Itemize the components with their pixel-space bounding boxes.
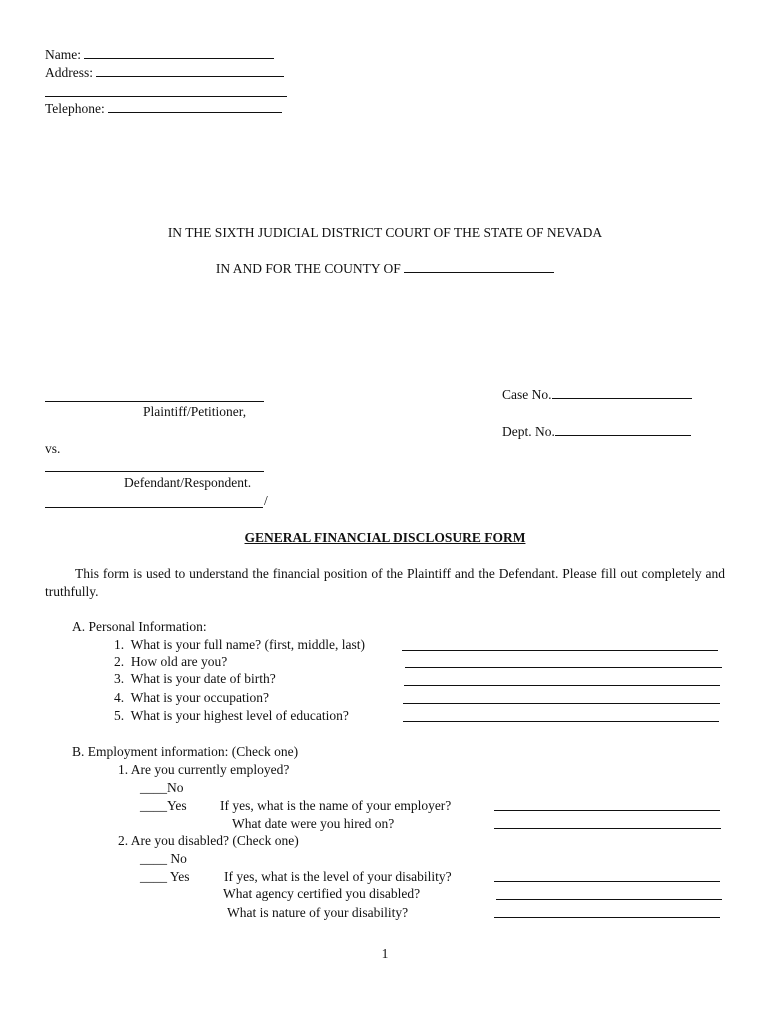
vs-label: vs.: [45, 441, 61, 456]
section-b-heading: B. Employment information: (Check one): [72, 744, 299, 759]
defendant-blank[interactable]: [45, 471, 264, 472]
dept-no-label: Dept. No.: [502, 424, 555, 439]
item-number: 3.: [114, 671, 125, 686]
address-line-2[interactable]: [45, 96, 287, 97]
plaintiff-label: Plaintiff/Petitioner,: [143, 404, 247, 419]
section-a-item-4: [114, 689, 269, 707]
disability-level-answer-line[interactable]: [494, 881, 720, 882]
disabled-yes-option[interactable]: ____ Yes: [140, 869, 190, 884]
dept-no-field: [502, 423, 691, 441]
telephone-blank[interactable]: [108, 100, 282, 113]
disability-level-prompt: If yes, what is the level of your disability?: [224, 869, 452, 884]
full-name-answer-line[interactable]: [402, 650, 718, 651]
county-line: [0, 260, 770, 278]
education-answer-line[interactable]: [403, 721, 719, 722]
caption-closing-line: [45, 507, 263, 508]
item-question: What is your highest level of education?: [130, 708, 349, 723]
employed-no-option[interactable]: ____No: [140, 780, 184, 795]
caption-slash: /: [264, 493, 268, 508]
page-number: 1: [381, 946, 389, 961]
item-question: What is your occupation?: [130, 690, 269, 705]
item-question: What is your date of birth?: [130, 671, 276, 686]
age-answer-line[interactable]: [405, 667, 722, 668]
certifying-agency-answer-line[interactable]: [496, 899, 722, 900]
occupation-answer-line[interactable]: [403, 703, 720, 704]
hire-date-answer-line[interactable]: [494, 828, 721, 829]
form-intro: This form is used to understand the financial position of the Plaintiff and the Defendant. Please fill out completely and truthfully.: [45, 566, 725, 599]
dob-answer-line[interactable]: [404, 685, 720, 686]
court-title: IN THE SIXTH JUDICIAL DISTRICT COURT OF THE STATE OF NEVADA: [167, 225, 603, 240]
employer-name-answer-line[interactable]: [494, 810, 720, 811]
section-a-item-3: [114, 670, 276, 688]
county-label: IN AND FOR THE COUNTY OF: [215, 261, 401, 276]
hire-date-prompt: What date were you hired on?: [232, 816, 395, 831]
item-number: 2.: [114, 654, 125, 669]
item-number: 4.: [114, 690, 125, 705]
county-blank[interactable]: [404, 260, 554, 273]
form-title: GENERAL FINANCIAL DISCLOSURE FORM: [244, 530, 526, 545]
section-a-item-2: [114, 653, 227, 671]
section-a-heading: A. Personal Information:: [72, 619, 207, 634]
telephone-label: Telephone:: [45, 101, 105, 116]
certifying-agency-prompt: What agency certified you disabled?: [223, 886, 421, 901]
employed-question: 1. Are you currently employed?: [118, 762, 290, 777]
plaintiff-blank[interactable]: [45, 401, 264, 402]
name-field: [45, 46, 274, 64]
defendant-label: Defendant/Respondent.: [124, 475, 252, 490]
item-question: How old are you?: [130, 654, 228, 669]
address-label: Address:: [45, 65, 93, 80]
address-field: [45, 64, 284, 82]
employed-yes-option[interactable]: ____Yes: [140, 798, 187, 813]
disabled-question: 2. Are you disabled? (Check one): [118, 833, 299, 848]
name-blank[interactable]: [84, 46, 274, 59]
disability-nature-answer-line[interactable]: [494, 917, 720, 918]
item-question: What is your full name? (first, middle, last): [130, 637, 365, 652]
section-a-item-5: [114, 707, 349, 725]
name-label: Name:: [45, 47, 81, 62]
employer-name-prompt: If yes, what is the name of your employer?: [220, 798, 452, 813]
item-number: 1.: [114, 637, 125, 652]
disabled-no-option[interactable]: ____ No: [140, 851, 187, 866]
section-a-item-1: [114, 636, 365, 654]
case-no-field: [502, 386, 692, 404]
item-number: 5.: [114, 708, 125, 723]
disability-nature-prompt: What is nature of your disability?: [227, 905, 409, 920]
telephone-field: [45, 100, 282, 118]
case-no-label: Case No.: [502, 387, 552, 402]
address-blank[interactable]: [96, 64, 284, 77]
case-no-blank[interactable]: [552, 386, 692, 399]
dept-no-blank[interactable]: [555, 423, 691, 436]
